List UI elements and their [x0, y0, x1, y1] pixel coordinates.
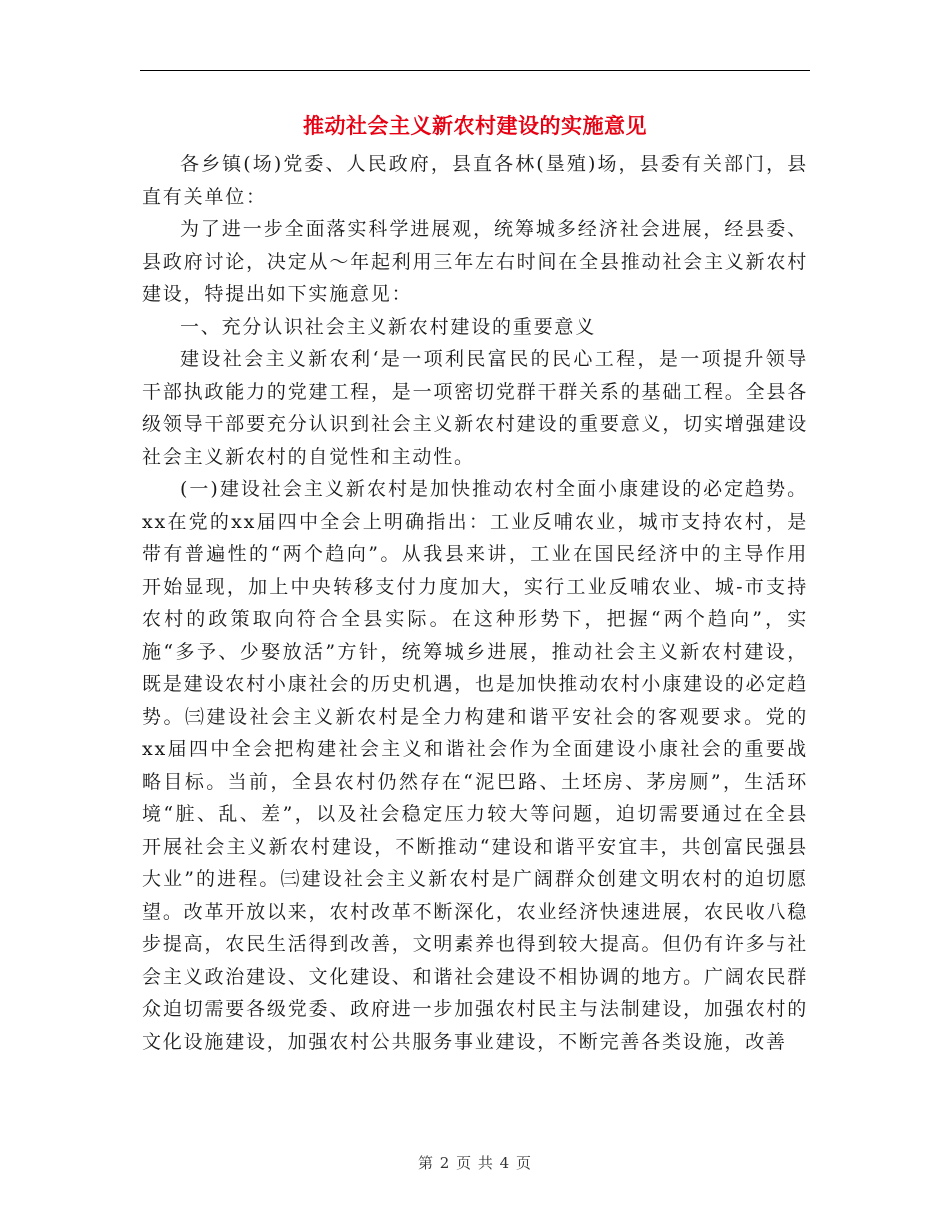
section-heading-1: 一、充分认识社会主义新农村建设的重要意义 [180, 315, 597, 338]
page-number-footer: 第 2 页 共 4 页 [418, 1154, 532, 1172]
document-body [142, 148, 808, 1058]
paragraph-significance: 建设社会主义新农利‘是一项利民富民的民心工程，是一项提升领导干部执政能力的党建工程，是一项密切党群干群关系的基础工程。全县各级领导干部要充分认识到社会主义新农村建设的重要意义，切实增强建设社会主义新农村的自觉性和主动性。 [142, 348, 808, 468]
document-title: 推动社会主义新农村建设的实施意见 [303, 113, 647, 138]
paragraph-trend: (一)建设社会主义新农村是加快推动农村全面小康建设的必定趋势。xx在党的xx届四中全会上明确指出：工业反哺农业，城市支持农村，是带有普遍性的“两个趋向”。从我县来讲，工业在国民经济中的主导作用开始显现，加上中央转移支付力度加大，实行工业反哺农业、城-市支持农村的政策取向符合全县实际。在这种形势下，把握“两个趋向”，实施“多予、少娶放活”方针，统筹城乡进展，推动社会主义新农村建设，既是建设农村小康社会的历史机遇，也是加快推动农村小康建设的必定趋势。㈢建设社会主义新农村是全力构建和谐平安社会的客观要求。党的xx届四中全会把构建社会主义和谐社会作为全面建设小康社会的重要战略目标。当前，全县农村仍然存在“泥巴路、土坯房、茅房厕”，生活环境“脏、乱、差”，以及社会稳定压力较大等问题，迫切需要通过在全县开展社会主义新农村建设，不断推动“建设和谐平安宜丰，共创富民强县大业”的进程。㈢建设社会主义新农村是广阔群众创建文明农村的迫切愿望。改革开放以来，农村改革不断深化，农业经济快速进展，农民收八稳步提高，农民生活得到改善，文明素养也得到较大提高。但仍有许多与社会主义政治建设、文化建设、和谐社会建设不相协调的地方。广阔农民群众迫切需要各级党委、政府进一步加强农村民主与法制建设，加强农村的文化设施建设，加强农村公共服务事业建设，不断完善各类设施，改善 [142, 478, 808, 1053]
paragraph-intro: 为了进一步全面落实科学进展观，统筹城多经济社会进展，经县委、县政府讨论，决定从～年起利用三年左右时间在全县推动社会主义新农村建设，特提出如下实施意见： [142, 218, 808, 305]
header-rule [140, 70, 810, 71]
paragraph-salutation: 各乡镇(场)党委、人民政府，县直各林(垦殖)场，县委有关部门，县直有关单位： [142, 153, 808, 208]
